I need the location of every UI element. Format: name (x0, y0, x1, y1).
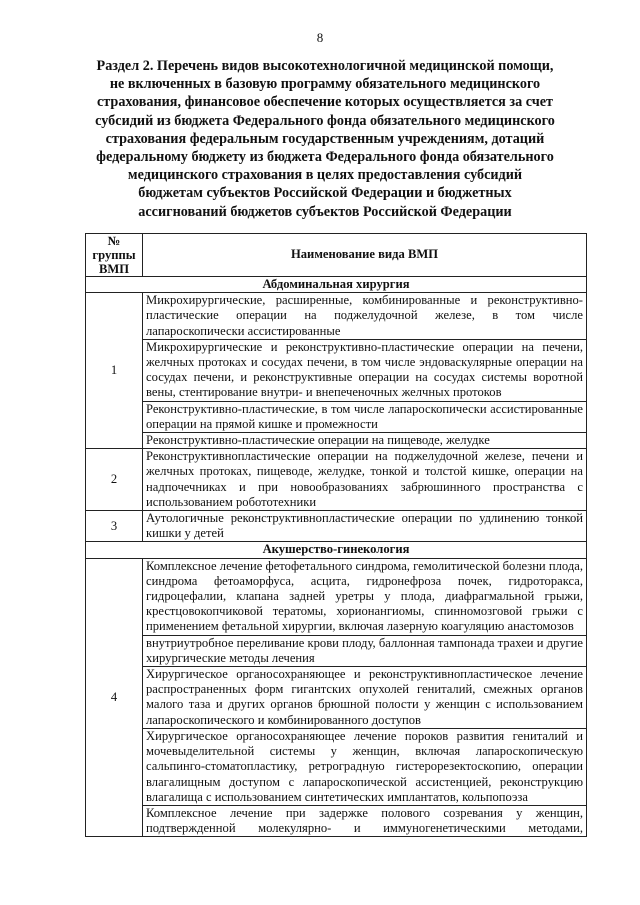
vmp-item: Реконструктивнопластические операции на поджелудочной железе, печени и желчных протоках, пищеводе, желудке, тонкой и толстой кишке, операции на надпочечниках и при новообразованиях забрюшинного пространства с использованием робототехники (143, 449, 587, 511)
header-group-number: № группы ВМП (86, 234, 143, 277)
table-row (86, 558, 587, 635)
vmp-item: внутриутробное переливание крови плоду, баллонная тампонада трахеи и другие хирургические методы лечения (143, 635, 587, 666)
header-vmp-name: Наименование вида ВМП (143, 234, 587, 277)
section-title-abdominal: Абдоминальная хирургия (86, 277, 587, 293)
table-row (86, 635, 587, 666)
vmp-table (85, 233, 587, 837)
vmp-item: Реконструктивно-пластические операции на пищеводе, желудке (143, 433, 587, 449)
vmp-item: Реконструктивно-пластические, в том числе лапароскопически ассистированные операции на прямой кишке и промежности (143, 401, 587, 432)
section-title: Раздел 2. Перечень видов высокотехнологичной медицинской помощи, не включенных в базовую программу обязательного медицинского страхования, финансовое обеспечение которых осуществляется за счет субсидий из бюджета Федерального фонда обязательного медицинского страхования федеральным государственным учреждениям, дотаций федеральному бюджету из бюджета Федерального фонда обязательного медицинского страхования в целях предоставления субсидий бюджетам субъектов Российской Федерации и бюджетных ассигнований бюджетов субъектов Российской Федерации (95, 58, 555, 220)
vmp-item: Микрохирургические и реконструктивно-пластические операции на печени, желчных протоках и сосудах печени, в том числе эндоваскулярные операции на сосудах печени, и реконструктивные операции на сосудах системы воротной вены, стентирование внутри- и внепеченочных желчных протоков (143, 339, 587, 401)
vmp-item: Комплексное лечение при задержке полового созревания у женщин, подтвержденной молекулярно- и иммуногенетическими методами, (143, 805, 587, 836)
vmp-item: Комплексное лечение фетофетального синдрома, гемолитической болезни плода, синдрома фетоаморфуса, асцита, гидронефроза почек, гидроторакса, гидроцефалии, клапана задней уретры у плода, диафрагмальной грыжи, крестцовокопчиковой тератомы, хорионангиомы, спинномозговой грыжи с применением фетальной хирургии, включая лазерную коагуляцию анастомозов (143, 558, 587, 635)
section-title-obstetrics: Акушерство-гинекология (86, 542, 587, 558)
group-number: 2 (86, 449, 143, 511)
vmp-item: Хирургическое органосохраняющее лечение пороков развития гениталий и мочевыделительной системы у женщин, включая лапароскопическую сальпинго-стоматопластику, ретроградную гистерорезектоскопию, операции влагалищным доступом с лапароскопической ассистенцией, реконструкцию влагалища с использованием синтетических имплантатов, кольпопоэза (143, 728, 587, 805)
section-row (86, 277, 587, 293)
group-number: 4 (86, 558, 143, 837)
table-row (86, 449, 587, 511)
table-row (86, 728, 587, 805)
table-row (86, 401, 587, 432)
table-row (86, 511, 587, 542)
table-row (86, 339, 587, 401)
group-number: 3 (86, 511, 143, 542)
vmp-item: Хирургическое органосохраняющее и реконструктивнопластическое лечение распространенных форм гигантских опухолей гениталий, смежных органов малого таза и других органов брюшной полости у женщин с использованием лапароскопического и комбинированного доступов (143, 667, 587, 729)
table-row (86, 805, 587, 836)
table-header-row (86, 234, 587, 277)
table-row (86, 293, 587, 340)
vmp-item: Аутологичные реконструктивнопластические операции по удлинению тонкой кишки у детей (143, 511, 587, 542)
group-number: 1 (86, 293, 143, 449)
table-row (86, 433, 587, 449)
vmp-item: Микрохирургические, расширенные, комбинированные и реконструктивно-пластические операции на поджелудочной железе, в том числе лапароскопически ассистированные (143, 293, 587, 340)
section-row (86, 542, 587, 558)
page-number: 8 (316, 30, 324, 45)
table-row (86, 667, 587, 729)
